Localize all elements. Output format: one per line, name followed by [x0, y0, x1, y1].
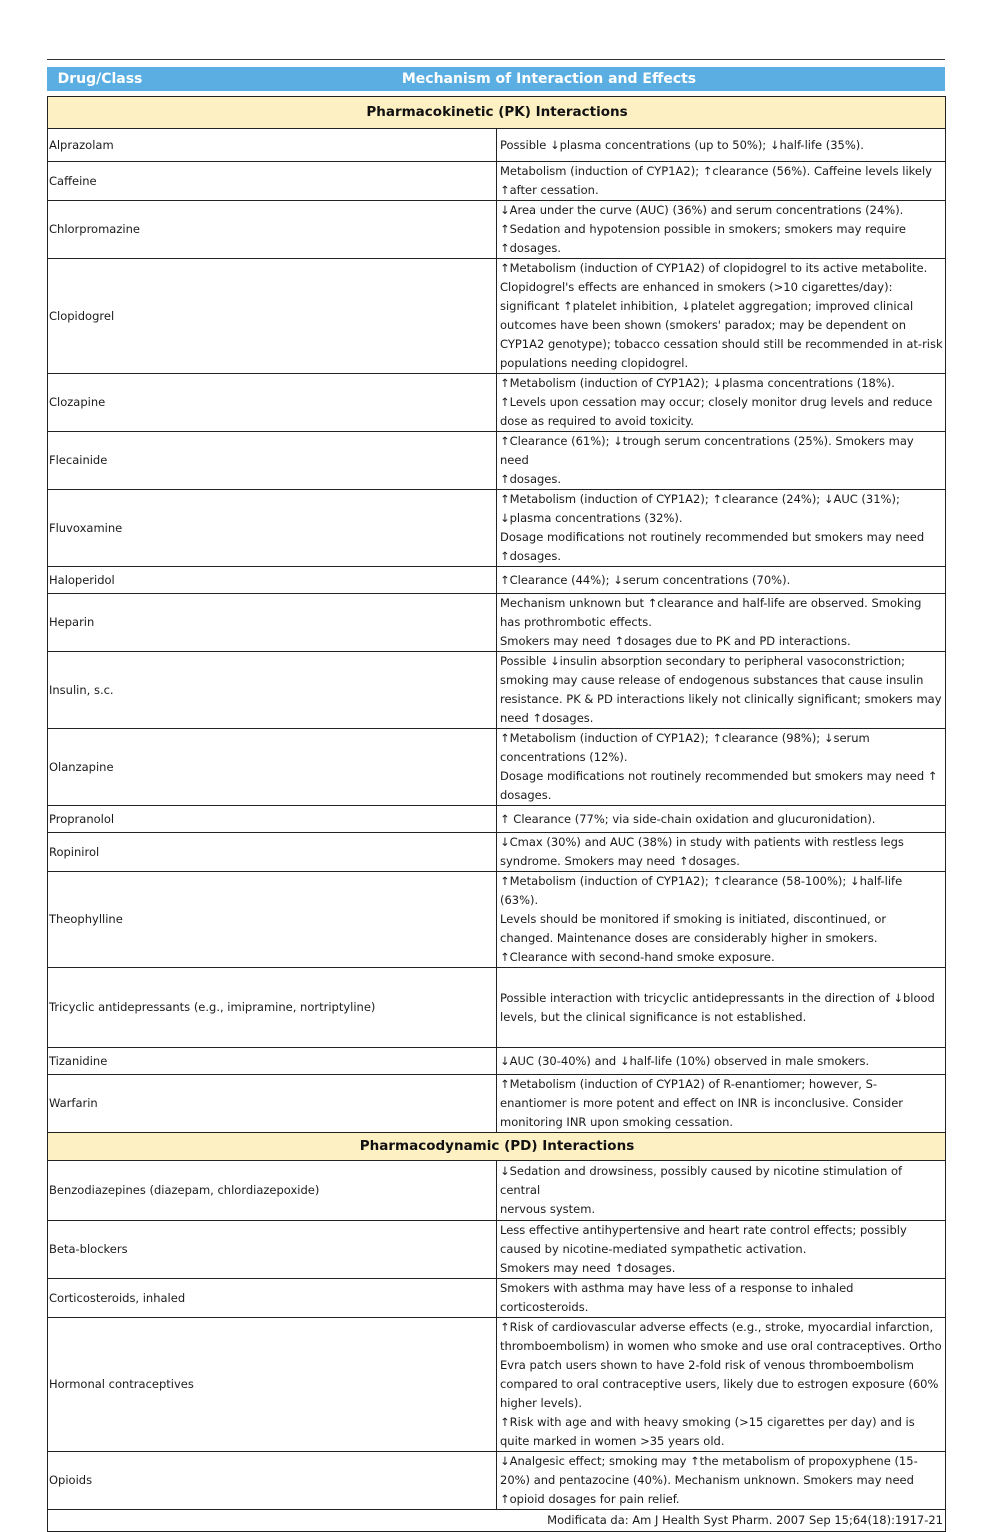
mechanism-cell — [497, 259, 946, 374]
drug-name: Chlorpromazine — [48, 201, 497, 259]
mechanism-text: ↓AUC (30-40%) and ↓half-life (10%) observed in male smokers. — [500, 1053, 870, 1068]
mechanism-cell — [497, 162, 946, 201]
drug-name: Tricyclic antidepressants (e.g., imipramine, nortriptyline) — [48, 968, 497, 1048]
mechanism-text: ↑Metabolism (induction of CYP1A2); ↑clearance (98%); ↓serum concentrations (12%). — [500, 731, 870, 764]
section-title: Pharmacodynamic (PD) Interactions — [48, 1133, 946, 1161]
mechanism-cell — [497, 490, 946, 567]
drug-name: Tizanidine — [48, 1048, 497, 1075]
drug-name: Hormonal contraceptives — [48, 1318, 497, 1452]
mechanism-cell — [497, 1452, 946, 1510]
table-row — [48, 729, 946, 806]
mechanism-text: Smokers may need ↑dosages. — [500, 1261, 676, 1275]
mechanism-text: Less effective antihypertensive and heart rate control effects; possibly caused by nicotine-mediated sympathetic activation. — [500, 1223, 907, 1256]
mechanism-text: Levels should be monitored if smoking is initiated, discontinued, or changed. Maintenance doses are considerably higher in smokers. — [500, 912, 887, 945]
table-row — [48, 1221, 946, 1279]
mechanism-cell — [497, 729, 946, 806]
mechanism-cell — [497, 567, 946, 594]
table-row — [48, 567, 946, 594]
mechanism-cell — [497, 1075, 946, 1133]
table-row — [48, 129, 946, 162]
table-row — [48, 1279, 946, 1318]
table-row — [48, 594, 946, 652]
table-row — [48, 1075, 946, 1133]
mechanism-cell — [497, 201, 946, 259]
top-rule — [47, 59, 945, 60]
drug-name: Insulin, s.c. — [48, 652, 497, 729]
drug-name: Alprazolam — [48, 129, 497, 162]
drug-name: Beta-blockers — [48, 1221, 497, 1279]
drug-name: Benzodiazepines (diazepam, chlordiazepoxide) — [48, 1161, 497, 1221]
mechanism-text: Smokers with asthma may have less of a response to inhaled corticosteroids. — [500, 1281, 854, 1314]
mechanism-cell — [497, 1048, 946, 1075]
drug-name: Olanzapine — [48, 729, 497, 806]
interactions-table — [47, 96, 946, 1532]
mechanism-text: ↓Area under the curve (AUC) (36%) and serum concentrations (24%). — [500, 203, 904, 217]
source-citation: Modificata da: Am J Health Syst Pharm. 2007 Sep 15;64(18):1917-21 — [48, 1510, 946, 1532]
drug-name: Heparin — [48, 594, 497, 652]
table-row — [48, 490, 946, 567]
mechanism-text: Clopidogrel's effects are enhanced in smokers (>10 cigarettes/day): significant ↑platelet inhibition, ↓platelet aggregation; improved clinical outcomes have been shown (smokers' paradox; may be dependent on CYP1A2 genotype); tobacco cessation should still be recommended in at-risk populations needing clopidogrel. — [500, 280, 943, 370]
mechanism-cell — [497, 594, 946, 652]
table-row — [48, 652, 946, 729]
table-row — [48, 1452, 946, 1510]
mechanism-text: ↑Metabolism (induction of CYP1A2) of R-enantiomer; however, S-enantiomer is more potent and effect on INR is inconclusive. Consider monitoring INR upon smoking cessation. — [500, 1077, 904, 1129]
mechanism-cell — [497, 374, 946, 432]
table-row — [48, 201, 946, 259]
mechanism-text: nervous system. — [500, 1202, 596, 1216]
mechanism-text: ↑Clearance (61%); ↓trough serum concentrations (25%). Smokers may need — [500, 434, 914, 467]
mechanism-text: ↑Metabolism (induction of CYP1A2); ↑clearance (58-100%); ↓half-life (63%). — [500, 874, 903, 907]
mechanism-text: ↑dosages. — [500, 472, 562, 486]
drug-name: Corticosteroids, inhaled — [48, 1279, 497, 1318]
mechanism-cell — [497, 806, 946, 833]
drug-name: Ropinirol — [48, 833, 497, 872]
mechanism-cell — [497, 652, 946, 729]
drug-name: Clopidogrel — [48, 259, 497, 374]
source-row — [48, 1510, 946, 1532]
mechanism-text: Possible ↓plasma concentrations (up to 50%); ↓half-life (35%). — [500, 137, 864, 152]
mechanism-text: Metabolism (induction of CYP1A2); ↑clearance (56%). Caffeine levels likely ↑after cessation. — [500, 164, 932, 197]
section-header-pk — [48, 97, 946, 129]
table-header-bar — [47, 67, 945, 91]
mechanism-cell — [497, 1221, 946, 1279]
mechanism-text: Dosage modifications not routinely recommended but smokers may need ↑dosages. — [500, 530, 925, 563]
table-row — [48, 1318, 946, 1452]
drug-name: Fluvoxamine — [48, 490, 497, 567]
mechanism-cell — [497, 872, 946, 968]
mechanism-text: ↑Levels upon cessation may occur; closely monitor drug levels and reduce dose as required to avoid toxicity. — [500, 395, 933, 428]
mechanism-text: ↑Metabolism (induction of CYP1A2); ↑clearance (24%); ↓AUC (31%); ↓plasma concentrations (32%). — [500, 492, 900, 525]
mechanism-text: ↑Sedation and hypotension possible in smokers; smokers may require ↑dosages. — [500, 222, 907, 255]
drug-name: Flecainide — [48, 432, 497, 490]
table-row — [48, 374, 946, 432]
mechanism-text: ↑Risk of cardiovascular adverse effects (e.g., stroke, myocardial infarction, thromboembolism) in women who smoke and use oral contraceptives. Ortho Evra patch users shown to have 2-fold risk of venous thromboembolism compared to oral contraceptive users, likely due to estrogen exposure (60% higher levels). — [500, 1320, 942, 1410]
table-row — [48, 1048, 946, 1075]
mechanism-cell — [497, 1279, 946, 1318]
drug-name: Propranolol — [48, 806, 497, 833]
table-row — [48, 968, 946, 1048]
mechanism-text: Dosage modifications not routinely recommended but smokers may need ↑ dosages. — [500, 769, 938, 802]
mechanism-text: ↓Sedation and drowsiness, possibly caused by nicotine stimulation of central — [500, 1164, 903, 1197]
mechanism-text: Mechanism unknown but ↑clearance and half-life are observed. Smoking has prothrombotic effects. — [500, 596, 922, 629]
mechanism-text: ↑Metabolism (induction of CYP1A2); ↓plasma concentrations (18%). — [500, 376, 895, 390]
mechanism-cell — [497, 432, 946, 490]
table-row — [48, 833, 946, 872]
drug-name: Theophylline — [48, 872, 497, 968]
drug-name: Warfarin — [48, 1075, 497, 1133]
mechanism-text: Smokers may need ↑dosages due to PK and PD interactions. — [500, 634, 851, 648]
drug-name: Clozapine — [48, 374, 497, 432]
mechanism-text: Possible interaction with tricyclic antidepressants in the direction of ↓blood levels, but the clinical significance is not established. — [500, 990, 935, 1024]
mechanism-cell — [497, 833, 946, 872]
section-title: Pharmacokinetic (PK) Interactions — [48, 97, 946, 129]
mechanism-text: ↓Analgesic effect; smoking may ↑the metabolism of propoxyphene (15-20%) and pentazocine (40%). Mechanism unknown. Smokers may need ↑opioid dosages for pain relief. — [500, 1454, 918, 1506]
table-row — [48, 872, 946, 968]
mechanism-text: ↑Risk with age and with heavy smoking (>15 cigarettes per day) and is quite marked in women >35 years old. — [500, 1415, 915, 1448]
table-row — [48, 806, 946, 833]
mechanism-text: ↑Metabolism (induction of CYP1A2) of clopidogrel to its active metabolite. — [500, 261, 928, 275]
table-row — [48, 1161, 946, 1221]
header-mechanism: Mechanism of Interaction and Effects — [401, 71, 697, 87]
drug-name: Opioids — [48, 1452, 497, 1510]
mechanism-cell — [497, 1318, 946, 1452]
drug-name: Caffeine — [48, 162, 497, 201]
mechanism-text: Possible ↓insulin absorption secondary to peripheral vasoconstriction; smoking may cause release of endogenous substances that cause insulin resistance. PK & PD interactions likely not clinically significant; smokers may need ↑dosages. — [500, 654, 942, 725]
table-row — [48, 259, 946, 374]
mechanism-text: ↑Clearance with second-hand smoke exposure. — [500, 950, 775, 964]
header-drug-class: Drug/Class — [57, 71, 143, 87]
table-row — [48, 432, 946, 490]
drug-name: Haloperidol — [48, 567, 497, 594]
mechanism-cell — [497, 1161, 946, 1221]
mechanism-text: ↑Clearance (44%); ↓serum concentrations (70%). — [500, 572, 791, 587]
mechanism-text: ↓Cmax (30%) and AUC (38%) in study with patients with restless legs syndrome. Smokers may need ↑dosages. — [500, 835, 904, 868]
mechanism-cell — [497, 129, 946, 162]
mechanism-text: ↑ Clearance (77%; via side-chain oxidation and glucuronidation). — [500, 811, 876, 826]
section-header-pd — [48, 1133, 946, 1161]
mechanism-cell — [497, 968, 946, 1048]
table-row — [48, 162, 946, 201]
